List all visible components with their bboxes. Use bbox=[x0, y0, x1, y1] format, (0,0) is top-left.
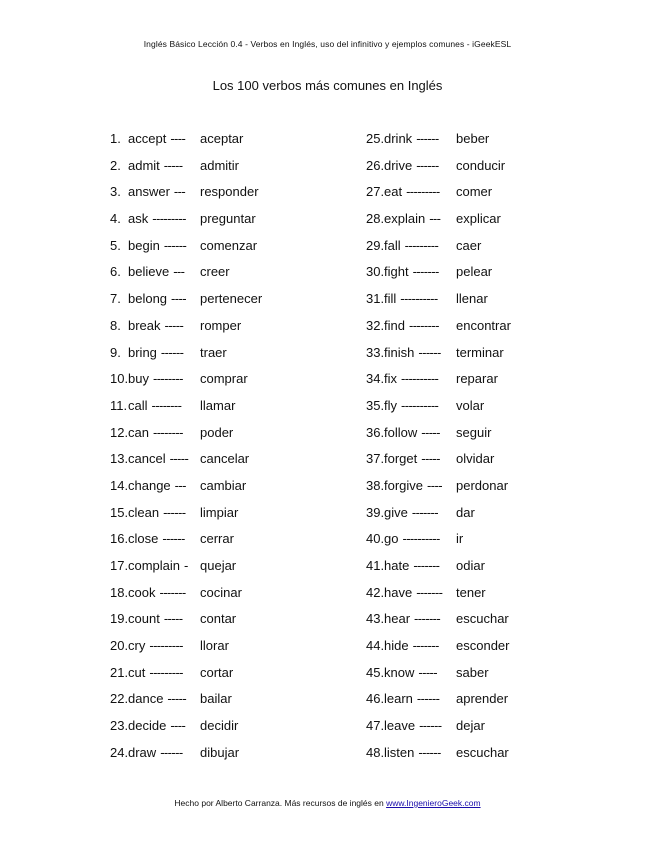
verb-row bbox=[110, 716, 239, 743]
verb-number: 1. bbox=[110, 131, 121, 146]
verb-number: 41. bbox=[366, 558, 385, 573]
verb-row bbox=[110, 262, 230, 289]
verb-spanish: seguir bbox=[456, 424, 492, 440]
verb-number: 22. bbox=[110, 691, 129, 707]
verb-row bbox=[110, 156, 240, 183]
verb-separator: ---- bbox=[171, 291, 186, 307]
verb-number: 17. bbox=[110, 558, 129, 573]
verb-english: close bbox=[128, 531, 159, 547]
verb-english: listen bbox=[384, 744, 415, 760]
verb-row bbox=[366, 262, 493, 289]
verb-row bbox=[110, 396, 236, 423]
verb-english: finish bbox=[384, 344, 415, 360]
verb-separator: - bbox=[184, 558, 188, 573]
verb-separator: ---------- bbox=[400, 291, 438, 307]
verb-row bbox=[110, 423, 234, 450]
verb-english: explain bbox=[384, 211, 426, 227]
verb-english: hate bbox=[384, 558, 410, 573]
verb-separator: --------- bbox=[149, 664, 183, 680]
verb-spanish: explicar bbox=[456, 211, 501, 227]
verb-row bbox=[366, 503, 475, 530]
verb-spanish: dibujar bbox=[200, 744, 240, 760]
verb-number: 12. bbox=[110, 424, 129, 440]
verb-english: cook bbox=[128, 584, 156, 600]
verb-spanish: cancelar bbox=[200, 451, 250, 467]
verb-separator: ----- bbox=[421, 424, 440, 440]
verb-spanish: beber bbox=[456, 131, 490, 146]
verb-list-right bbox=[366, 129, 511, 770]
verb-english: change bbox=[128, 477, 171, 493]
verb-separator: --------- bbox=[149, 638, 183, 654]
verb-english: break bbox=[128, 317, 161, 333]
verb-number: 20. bbox=[110, 638, 129, 654]
verb-number: 39. bbox=[366, 504, 385, 520]
verb-english: have bbox=[384, 584, 413, 600]
verb-english: fall bbox=[384, 237, 401, 253]
verb-row bbox=[110, 529, 234, 556]
verb-number: 9. bbox=[110, 344, 121, 360]
verb-separator: ----- bbox=[169, 451, 189, 467]
verb-row bbox=[366, 689, 509, 716]
verb-english: follow bbox=[384, 424, 418, 440]
verb-row bbox=[366, 396, 485, 423]
verb-number: 26. bbox=[366, 157, 385, 173]
verb-separator: ------ bbox=[163, 504, 186, 520]
verb-spanish: odiar bbox=[456, 558, 485, 573]
verb-separator: --------- bbox=[406, 184, 440, 200]
verb-spanish: aceptar bbox=[200, 131, 244, 146]
verb-row bbox=[366, 423, 492, 450]
verb-separator: ------ bbox=[163, 237, 187, 253]
verb-spanish: creer bbox=[200, 264, 230, 280]
verb-separator: ---- bbox=[170, 718, 186, 734]
verb-number: 31. bbox=[366, 291, 385, 307]
verb-row bbox=[110, 129, 244, 156]
verb-spanish: ir bbox=[456, 531, 464, 547]
verb-number: 25. bbox=[366, 131, 385, 146]
verb-row bbox=[366, 556, 485, 583]
verb-separator: ------- bbox=[414, 611, 441, 627]
verb-separator: --------- bbox=[404, 237, 439, 253]
verb-spanish: conducir bbox=[456, 157, 506, 173]
verb-separator: ----- bbox=[167, 691, 187, 707]
page-footer bbox=[0, 798, 655, 808]
verb-number: 14. bbox=[110, 477, 129, 493]
verb-number: 47. bbox=[366, 718, 385, 734]
verb-spanish: olvidar bbox=[456, 451, 495, 467]
verb-number: 35. bbox=[366, 397, 385, 413]
verb-spanish: responder bbox=[200, 184, 259, 200]
verb-number: 13. bbox=[110, 451, 129, 467]
verb-english: drink bbox=[384, 131, 413, 146]
verb-row bbox=[366, 316, 511, 343]
verb-separator: --- bbox=[429, 211, 441, 227]
verb-row bbox=[110, 609, 237, 636]
verb-number: 7. bbox=[110, 291, 121, 307]
verb-english: can bbox=[128, 424, 149, 440]
verb-row bbox=[366, 156, 506, 183]
verb-number: 28. bbox=[366, 211, 385, 227]
verb-row bbox=[366, 129, 490, 156]
verb-spanish: reparar bbox=[456, 371, 498, 387]
verb-row bbox=[110, 743, 240, 770]
verb-english: cancel bbox=[128, 451, 166, 467]
verb-english: begin bbox=[128, 237, 160, 253]
verb-spanish: quejar bbox=[200, 558, 237, 573]
verb-separator: ------- bbox=[413, 558, 440, 573]
verb-separator: ------- bbox=[412, 264, 439, 280]
verb-row bbox=[110, 476, 247, 503]
verb-row bbox=[366, 343, 504, 370]
verb-english: leave bbox=[384, 718, 416, 734]
verb-english: go bbox=[384, 531, 399, 547]
verb-number: 38. bbox=[366, 477, 385, 493]
verb-english: drive bbox=[384, 157, 413, 173]
verb-number: 2. bbox=[110, 157, 121, 173]
verb-spanish: tener bbox=[456, 584, 486, 600]
footer-text: Hecho por Alberto Carranza. Más recursos de inglés en bbox=[174, 798, 387, 808]
verb-separator: ----- bbox=[163, 157, 183, 173]
verb-row bbox=[366, 476, 509, 503]
verb-number: 21. bbox=[110, 664, 129, 680]
verb-row bbox=[110, 369, 248, 396]
verb-separator: ------ bbox=[418, 744, 441, 760]
verb-row bbox=[366, 529, 464, 556]
verb-number: 46. bbox=[366, 691, 385, 707]
verb-english: answer bbox=[128, 184, 170, 200]
verb-spanish: llamar bbox=[200, 397, 236, 413]
verb-separator: -------- bbox=[408, 317, 439, 333]
verb-spanish: escuchar bbox=[456, 744, 509, 760]
verb-row bbox=[110, 316, 242, 343]
verb-list-left bbox=[110, 129, 263, 770]
verb-english: fly bbox=[384, 397, 397, 413]
verb-english: dance bbox=[128, 691, 164, 707]
verb-english: clean bbox=[128, 504, 160, 520]
verb-separator: ------ bbox=[162, 531, 185, 547]
verb-row bbox=[366, 663, 489, 690]
verb-number: 34. bbox=[366, 371, 385, 387]
verb-number: 27. bbox=[366, 184, 385, 200]
verb-spanish: llenar bbox=[456, 291, 488, 307]
verb-separator: -------- bbox=[151, 397, 182, 413]
verb-number: 4. bbox=[110, 211, 121, 227]
verb-row bbox=[366, 743, 509, 770]
footer-link[interactable]: www.IngenieroGeek.com bbox=[386, 798, 481, 808]
verb-spanish: aprender bbox=[456, 691, 509, 707]
verb-separator: ------ bbox=[160, 344, 184, 360]
verb-row bbox=[366, 209, 501, 236]
verb-spanish: dejar bbox=[456, 718, 485, 734]
verb-number: 19. bbox=[110, 611, 129, 627]
verb-separator: ----- bbox=[418, 664, 438, 680]
verb-row bbox=[366, 449, 495, 476]
verb-row bbox=[110, 689, 232, 716]
verb-english: accept bbox=[128, 131, 167, 146]
verb-spanish: pertenecer bbox=[200, 291, 263, 307]
verb-row bbox=[110, 182, 259, 209]
verb-spanish: comer bbox=[456, 184, 493, 200]
verb-separator: ---------- bbox=[401, 397, 439, 413]
verb-spanish: cortar bbox=[200, 664, 234, 680]
verb-row bbox=[110, 209, 256, 236]
verb-number: 33. bbox=[366, 344, 385, 360]
verb-separator: ----- bbox=[421, 451, 440, 467]
verb-row bbox=[110, 583, 242, 610]
verb-spanish: dar bbox=[456, 504, 475, 520]
verb-separator: --------- bbox=[152, 211, 186, 227]
verb-english: cry bbox=[128, 638, 146, 654]
verb-row bbox=[110, 289, 263, 316]
verb-spanish: volar bbox=[456, 397, 485, 413]
verb-spanish: cambiar bbox=[200, 477, 247, 493]
verb-spanish: escuchar bbox=[456, 611, 509, 627]
verb-spanish: traer bbox=[200, 344, 227, 360]
verb-row bbox=[110, 556, 237, 583]
verb-row bbox=[110, 636, 229, 663]
verb-row bbox=[110, 449, 250, 476]
verb-separator: ---------- bbox=[401, 371, 439, 387]
verb-english: count bbox=[128, 611, 160, 627]
verb-english: fight bbox=[384, 264, 409, 280]
verb-english: decide bbox=[128, 718, 167, 734]
verb-row bbox=[366, 636, 510, 663]
verb-spanish: pelear bbox=[456, 264, 493, 280]
verb-number: 5. bbox=[110, 237, 121, 253]
verb-row bbox=[110, 503, 239, 530]
verb-english: believe bbox=[128, 264, 170, 280]
verb-separator: ------ bbox=[416, 131, 439, 146]
verb-separator: ----- bbox=[163, 611, 183, 627]
verb-spanish: terminar bbox=[456, 344, 504, 360]
verb-english: fix bbox=[384, 371, 397, 387]
verb-separator: ------ bbox=[419, 718, 442, 734]
verb-spanish: comenzar bbox=[200, 237, 258, 253]
verb-spanish: cocinar bbox=[200, 584, 242, 600]
verb-number: 40. bbox=[366, 531, 385, 547]
verb-number: 44. bbox=[366, 638, 385, 654]
verb-spanish: esconder bbox=[456, 638, 510, 654]
verb-spanish: perdonar bbox=[456, 477, 509, 493]
verb-english: hear bbox=[384, 611, 411, 627]
verb-number: 18. bbox=[110, 584, 129, 600]
verb-separator: ------- bbox=[159, 584, 186, 600]
verb-number: 6. bbox=[110, 264, 121, 280]
verb-spanish: bailar bbox=[200, 691, 232, 707]
verb-english: find bbox=[384, 317, 405, 333]
verb-number: 42. bbox=[366, 584, 385, 600]
verb-spanish: cerrar bbox=[200, 531, 234, 547]
verb-number: 43. bbox=[366, 611, 385, 627]
verb-number: 3. bbox=[110, 184, 121, 200]
verb-english: learn bbox=[384, 691, 413, 707]
verb-number: 16. bbox=[110, 531, 129, 547]
verb-spanish: preguntar bbox=[200, 211, 256, 227]
verb-spanish: poder bbox=[200, 424, 234, 440]
verb-number: 24. bbox=[110, 744, 129, 760]
verb-separator: ---- bbox=[427, 477, 442, 493]
verb-number: 8. bbox=[110, 317, 121, 333]
verb-spanish: decidir bbox=[200, 718, 239, 734]
verb-separator: --- bbox=[173, 184, 186, 200]
verb-english: forgive bbox=[384, 477, 424, 493]
verb-separator: -------- bbox=[152, 371, 183, 387]
verb-number: 11. bbox=[110, 397, 128, 413]
verb-separator: ------ bbox=[416, 157, 439, 173]
verb-separator: --- bbox=[173, 264, 185, 280]
verb-separator: ---- bbox=[170, 131, 186, 146]
verb-separator: ------ bbox=[418, 344, 441, 360]
verb-row bbox=[366, 583, 486, 610]
verb-english: forget bbox=[384, 451, 418, 467]
verb-spanish: comprar bbox=[200, 371, 248, 387]
verb-row bbox=[366, 182, 493, 209]
verb-separator: ------- bbox=[411, 504, 438, 520]
verb-row bbox=[366, 609, 509, 636]
verb-spanish: limpiar bbox=[200, 504, 239, 520]
verb-english: fill bbox=[384, 291, 397, 307]
verb-separator: --- bbox=[174, 477, 186, 493]
verb-separator: ---------- bbox=[402, 531, 440, 547]
verb-spanish: admitir bbox=[200, 157, 240, 173]
verb-number: 23. bbox=[110, 718, 129, 734]
verb-english: admit bbox=[128, 157, 160, 173]
verb-row bbox=[366, 716, 485, 743]
verb-spanish: contar bbox=[200, 611, 237, 627]
verb-number: 36. bbox=[366, 424, 385, 440]
verb-row bbox=[110, 343, 227, 370]
verb-spanish: encontrar bbox=[456, 317, 511, 333]
verb-row bbox=[110, 663, 234, 690]
verb-separator: -------- bbox=[152, 424, 183, 440]
verb-number: 37. bbox=[366, 451, 385, 467]
verb-row bbox=[366, 289, 488, 316]
verb-english: know bbox=[384, 664, 415, 680]
verb-separator: ------- bbox=[416, 584, 443, 600]
verb-number: 10. bbox=[110, 371, 129, 387]
verb-number: 32. bbox=[366, 317, 385, 333]
verb-english: belong bbox=[128, 291, 168, 307]
verb-separator: ------ bbox=[160, 744, 183, 760]
verb-english: ask bbox=[128, 211, 149, 227]
verb-number: 29. bbox=[366, 237, 385, 253]
verb-english: eat bbox=[384, 184, 403, 200]
verb-spanish: llorar bbox=[200, 638, 229, 654]
verb-english: give bbox=[384, 504, 408, 520]
verb-english: hide bbox=[384, 638, 409, 654]
verb-spanish: caer bbox=[456, 237, 482, 253]
verb-separator: ----- bbox=[164, 317, 184, 333]
verb-english: draw bbox=[128, 744, 157, 760]
verb-number: 30. bbox=[366, 264, 385, 280]
verb-english: complain bbox=[128, 558, 181, 573]
verb-row bbox=[366, 236, 482, 263]
verb-row bbox=[110, 236, 258, 263]
page-title: Los 100 verbos más comunes en Inglés bbox=[212, 78, 443, 93]
verb-separator: ------ bbox=[416, 691, 440, 707]
verb-number: 15. bbox=[110, 504, 129, 520]
verb-english: bring bbox=[128, 344, 157, 360]
verb-english: buy bbox=[128, 371, 149, 387]
verb-number: 48. bbox=[366, 744, 385, 760]
verb-row bbox=[366, 369, 498, 396]
verb-spanish: saber bbox=[456, 664, 489, 680]
verb-english: call bbox=[128, 397, 148, 413]
verb-separator: ------- bbox=[412, 638, 439, 654]
verb-number: 45. bbox=[366, 664, 385, 680]
verb-spanish: romper bbox=[200, 317, 242, 333]
page-header: Inglés Básico Lección 0.4 - Verbos en Inglés, uso del infinitivo y ejemplos comunes - iGeekESL bbox=[143, 39, 512, 49]
verb-english: cut bbox=[128, 664, 146, 680]
